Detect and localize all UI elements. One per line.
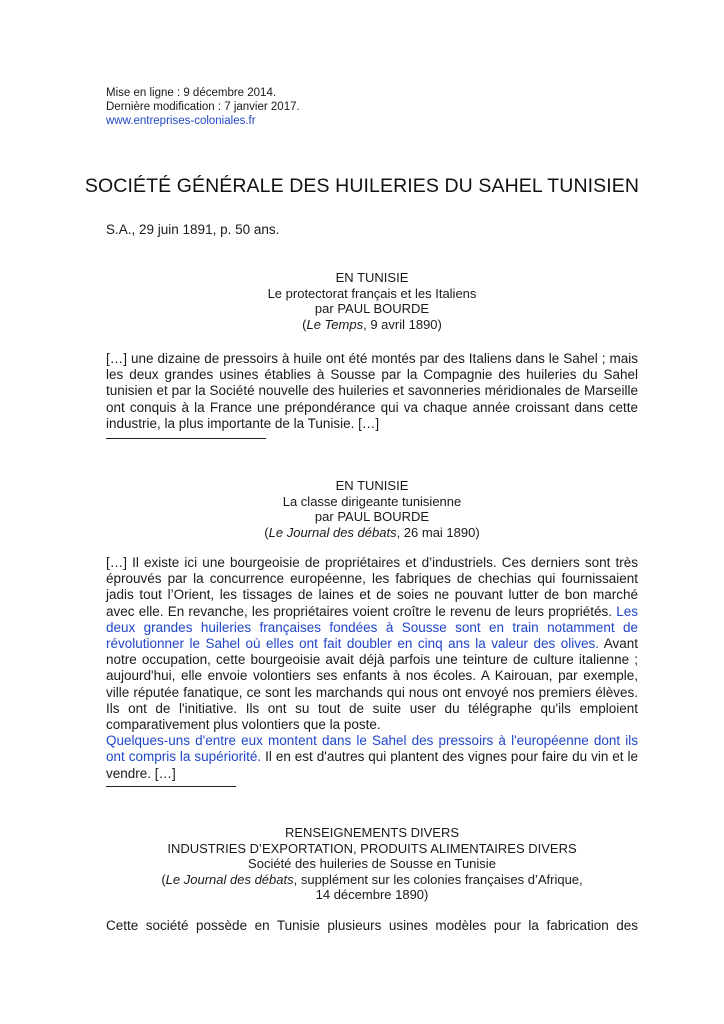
article3-section: INDUSTRIES D’EXPORTATION, PRODUITS ALIMENTAIRES DIVERS [167,840,577,856]
article3-heading: RENSEIGNEMENTS DIVERS [284,825,460,840]
article2-source: (Le Journal des débats, 26 mai 1890) [264,524,480,540]
footnote-rule-2 [106,786,236,787]
site-link[interactable]: www.entreprises-coloniales.fr [106,115,256,127]
article1-heading: EN TUNISIE [335,270,409,285]
article2-author: par PAUL BOURDE [314,509,430,524]
article2-source-title: Le Journal des débats [268,524,397,540]
article2-heading: EN TUNISIE [335,478,409,493]
article2-highlight-1: Les deux grandes huileries françaises fondées à Sousse sont en train notamment de révolutionner le Sahel où elles ont fait doubler en cinq ans la valeur des olives. [106,603,638,652]
article1-header [106,270,638,332]
article3-text: Cette société possède en Tunisie plusieurs usines modèles pour la fabrication des [106,918,638,933]
article2-paragraph-2: Quelques-uns d'entre eux montent dans le Sahel des pressoirs à l'européenne dont ils ont compris la supériorité. Il en est d'autres qui plantent des vignes pour faire du vin et le vendre. […] [106,733,638,781]
article2-subtitle: La classe dirigeante tunisienne [282,493,462,509]
modified-date: Dernière modification : 7 janvier 2017. [106,101,300,113]
article1-subtitle: Le protectorat français et les Italiens [267,285,477,301]
article2-body [106,555,638,782]
article3-source-date: 14 décembre 1890) [315,887,429,902]
footnote-rule-1 [106,438,266,439]
document-title: SOCIÉTÉ GÉNÉRALE DES HUILERIES DU SAHEL TUNISIEN [84,175,640,197]
article3-source-title: Le Journal des débats [165,871,294,887]
article3-subtitle: Société des huileries de Sousse en Tunisie [248,856,496,871]
publication-meta [106,86,300,128]
article3-source: (Le Journal des débats, supplément sur les colonies françaises d’Afrique, [161,871,583,887]
article3-header [106,825,638,903]
article2-header [106,478,638,540]
article1-body [106,351,638,432]
online-date: Mise en ligne : 9 décembre 2014. [106,87,277,99]
company-info: S.A., 29 juin 1891, p. 50 ans. [106,222,280,237]
article1-author: par PAUL BOURDE [314,301,430,316]
article1-source: (Le Temps, 9 avril 1890) [302,316,442,332]
article1-text: […] une dizaine de pressoirs à huile ont été montés par des Italiens dans le Sahel ; mais les deux grandes usines établies à Sousse par la Compagnie des huileries du Sahel tunisien et par la Société nouvelle des huileries et savonneries méridionales de Marseille ont conquis à la France une prépondérance qui va chaque année croissant dans cette industrie, la plus importante de la Tunisie. […] [106,351,638,431]
article1-source-title: Le Temps [306,316,364,332]
article3-body [106,918,638,934]
article2-highlight-2: Quelques-uns d'entre eux montent dans le Sahel des pressoirs à l'européenne dont ils ont compris la supériorité. [106,733,638,765]
article2-paragraph-1: […] Il existe ici une bourgeoisie de propriétaires et d’industriels. Ces derniers sont très éprouvés par la concurrence européenne, les fabriques de chechias qui fournissaient jadis tout l’Orient, les tissages de laines et de soies ne pouvant lutter de bon marché avec elle. En revanche, les propriétaires voient croître le revenu de leurs propriétés. Les deux grandes huileries françaises fondées à Sousse sont en train notamment de révolutionner le Sahel où elles ont fait doubler en cinq ans la valeur des olives. Avant notre occupation, cette bourgeoisie avait déjà parfois une teinture de culture italienne ; aujourd'hui, elle envoie volontiers ses enfants à nos écoles. A Kairouan, par exemple, ville réputée fanatique, ce sont les marchands qui nous ont envoyé nos premiers élèves. Ils ont de l'initiative. Ils ont su tout de suite user du télégraphe qu'ils emploient comparativement plus volontiers que la poste. [106,555,638,733]
